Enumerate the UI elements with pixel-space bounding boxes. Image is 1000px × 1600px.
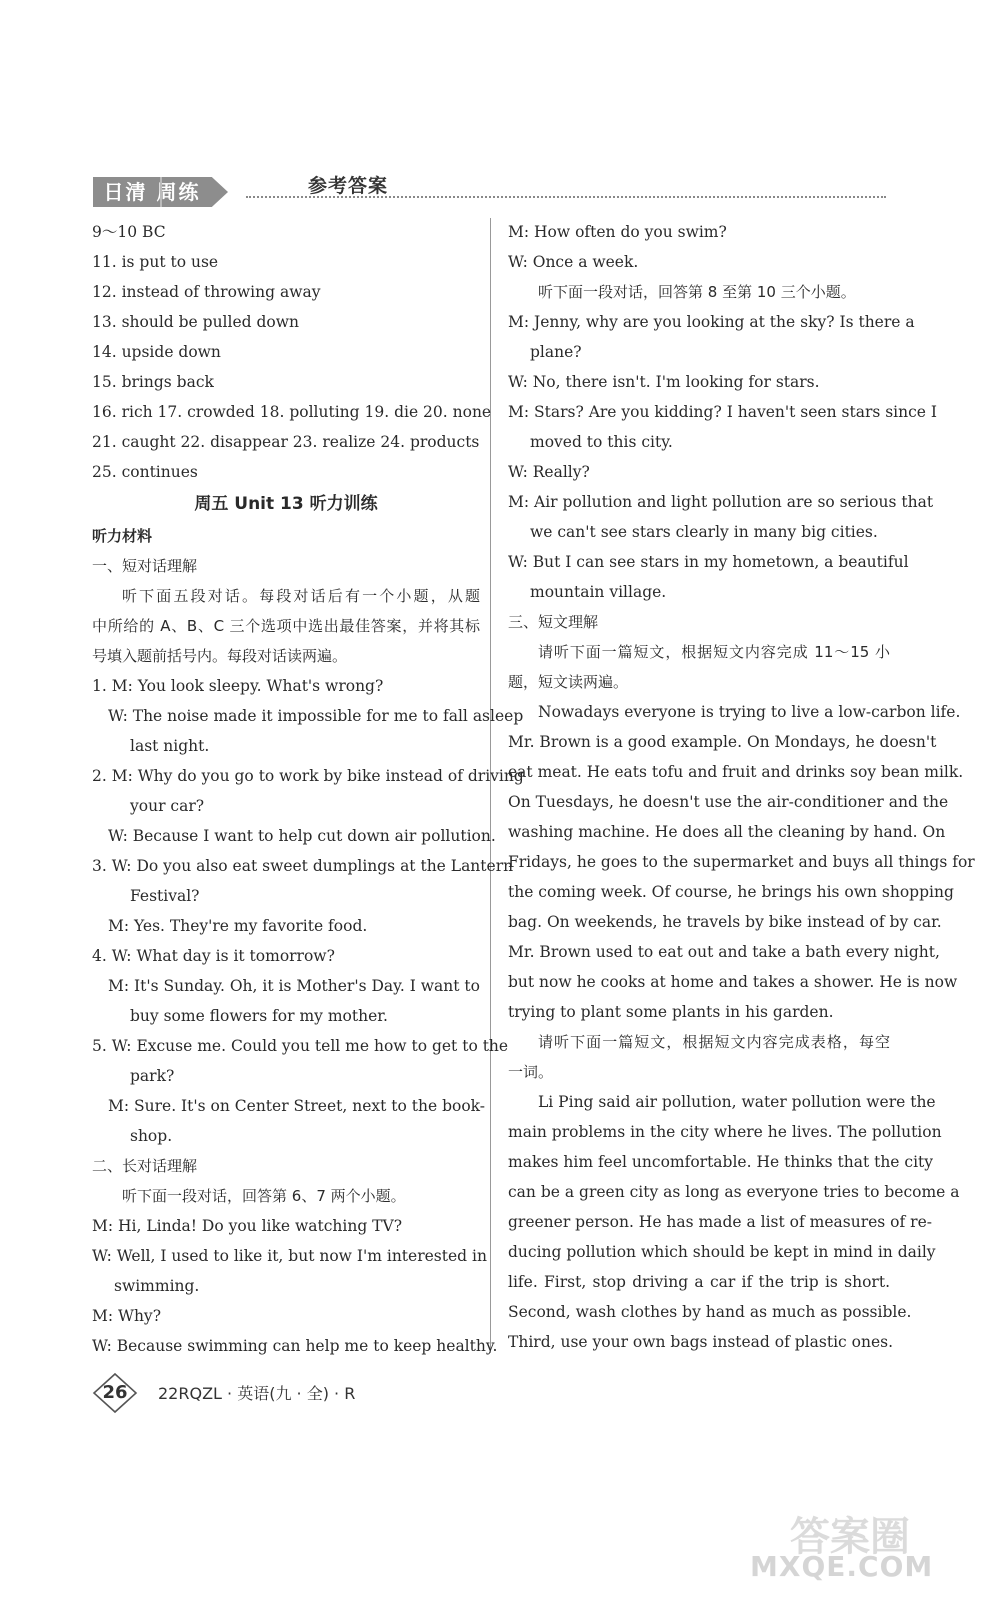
passage-line: Nowadays everyone is trying to live a low-carbon life.	[538, 703, 961, 721]
dialog-line: M: How often do you swim?	[508, 223, 727, 241]
dialog-line: M: It's Sunday. Oh, it is Mother's Day. I want to	[108, 977, 480, 995]
passage-line: Second, wash clothes by hand as much as possible.	[508, 1303, 912, 1321]
instruction-line: 请听下面一篇短文，根据短文内容完成表格，每空	[538, 1033, 890, 1051]
dialog-line: M: Yes. They're my favorite food.	[108, 917, 368, 935]
dialog-line: we can't see stars clearly in many big cities.	[530, 523, 878, 541]
dialog-line: 2. M: Why do you go to work by bike instead of driving	[92, 767, 524, 785]
instruction-line: 号填入题前括号内。每段对话读两遍。	[92, 647, 348, 665]
unit-title: 周五 Unit 13 听力训练	[194, 494, 378, 514]
dialog-line: park?	[130, 1067, 175, 1085]
instruction-line: 中所给的 A、B、C 三个选项中选出最佳答案，并将其标	[92, 617, 480, 635]
passage-line: the coming week. Of course, he brings his own shopping	[508, 883, 954, 901]
dialog-line: 3. W: Do you also eat sweet dumplings at the Lantern	[92, 857, 514, 875]
dialog-line: M: Why?	[92, 1307, 162, 1325]
instruction-line: 一词。	[508, 1063, 554, 1081]
answer-line: 11. is put to use	[92, 253, 219, 271]
dialog-line: plane?	[530, 343, 582, 361]
column-divider	[490, 218, 491, 1353]
header-band	[93, 177, 233, 209]
passage-line: makes him feel uncomfortable. He thinks that the city	[508, 1153, 934, 1171]
dialog-line: W: Well, I used to like it, but now I'm interested in	[92, 1247, 487, 1265]
passage-line: On Tuesdays, he doesn't use the air-conditioner and the	[508, 793, 949, 811]
dialog-line: moved to this city.	[530, 433, 673, 451]
instruction-line: 听下面一段对话，回答第 6、7 两个小题。	[122, 1187, 406, 1205]
dialog-line: W: The noise made it impossible for me to fall asleep	[108, 707, 524, 725]
dialog-line: last night.	[130, 737, 210, 755]
answer-line: 12. instead of throwing away	[92, 283, 321, 301]
passage-line: trying to plant some plants in his garden.	[508, 1003, 834, 1021]
header-chevron	[140, 177, 162, 207]
watermark-logo	[750, 1505, 970, 1595]
dialog-line: shop.	[130, 1127, 173, 1145]
passage-line: Fridays, he goes to the supermarket and buys all things for	[508, 853, 975, 871]
passage-line: Mr. Brown used to eat out and take a bath every night,	[508, 943, 940, 961]
instruction-line: 请听下面一篇短文，根据短文内容完成 11～15 小	[538, 643, 890, 661]
answer-line: 15. brings back	[92, 373, 214, 391]
instruction-line: 听下面五段对话。每段对话后有一个小题，从题	[122, 587, 480, 605]
dialog-line: M: Sure. It's on Center Street, next to the book-	[108, 1097, 486, 1115]
passage-line: washing machine. He does all the cleaning by hand. On	[508, 823, 946, 841]
header-divider	[246, 196, 886, 198]
dialog-line: your car?	[130, 797, 205, 815]
materials-label: 听力材料	[92, 527, 153, 545]
passage-line: Mr. Brown is a good example. On Mondays, he doesn't	[508, 733, 937, 751]
answer-line: 14. upside down	[92, 343, 221, 361]
page-number: 26	[102, 1382, 128, 1403]
dialog-line: W: Because swimming can help me to keep healthy.	[92, 1337, 498, 1355]
dialog-line: M: Hi, Linda! Do you like watching TV?	[92, 1217, 403, 1235]
watermark-url: MXQE.COM	[750, 1550, 934, 1583]
passage-line: Li Ping said air pollution, water pollution were the	[538, 1093, 936, 1111]
dialog-line: W: No, there isn't. I'm looking for stars.	[508, 373, 820, 391]
dialog-line: W: Because I want to help cut down air pollution.	[108, 827, 496, 845]
passage-line: greener person. He has made a list of measures of re-	[508, 1213, 932, 1231]
instruction-line: 题，短文读两遍。	[508, 673, 629, 691]
dialog-line: W: Really?	[508, 463, 590, 481]
passage-line: main problems in the city where he lives. The pollution	[508, 1123, 942, 1141]
passage-line: Third, use your own bags instead of plastic ones.	[508, 1333, 894, 1351]
watermark-cn: 答案圈	[790, 1514, 910, 1560]
dialog-line: 1. M: You look sleepy. What's wrong?	[92, 677, 384, 695]
header-band-label: 日清 周练	[103, 180, 201, 204]
dialog-line: swimming.	[114, 1277, 200, 1295]
section-heading: 一、短对话理解	[92, 557, 198, 575]
left-column	[92, 217, 524, 1361]
dialog-line: Festival?	[130, 887, 200, 905]
dialog-line: 4. W: What day is it tomorrow?	[92, 947, 335, 965]
dialog-line: buy some flowers for my mother.	[130, 1007, 388, 1025]
passage-line: eat meat. He eats tofu and fruit and drinks soy bean milk.	[508, 763, 964, 781]
dialog-line: M: Jenny, why are you looking at the sky? Is there a	[508, 313, 915, 331]
page-title: 参考答案	[308, 175, 389, 197]
passage-line: bag. On weekends, he travels by bike instead of by car.	[508, 913, 942, 931]
passage-line: can be a green city as long as everyone tries to become a	[508, 1183, 960, 1201]
passage-line: but now he cooks at home and takes a shower. He is now	[508, 973, 958, 991]
right-column	[508, 217, 975, 1357]
answer-line: 16. rich 17. crowded 18. polluting 19. die 20. none	[92, 403, 492, 421]
answer-line: 13. should be pulled down	[92, 313, 300, 331]
dialog-line: M: Air pollution and light pollution are so serious that	[508, 493, 934, 511]
section-heading: 三、短文理解	[508, 613, 599, 631]
section-heading: 二、长对话理解	[92, 1157, 198, 1175]
dialog-line: W: But I can see stars in my hometown, a beautiful	[508, 553, 909, 571]
book-code: 22RQZL · 英语(九 · 全) · R	[158, 1384, 356, 1403]
instruction-line: 听下面一段对话，回答第 8 至第 10 三个小题。	[538, 283, 856, 301]
answer-line: 21. caught 22. disappear 23. realize 24. products	[92, 433, 480, 451]
dialog-line: mountain village.	[530, 583, 667, 601]
dialog-line: 5. W: Excuse me. Could you tell me how to get to the	[92, 1037, 509, 1055]
passage-line: ducing pollution which should be kept in mind in daily	[508, 1243, 936, 1261]
dialog-line: W: Once a week.	[508, 253, 639, 271]
passage-line: life. First, stop driving a car if the trip is short.	[508, 1273, 890, 1291]
answer-line: 9～10 BC	[92, 223, 166, 241]
dialog-line: M: Stars? Are you kidding? I haven't seen stars since I	[508, 403, 938, 421]
answer-line: 25. continues	[92, 463, 198, 481]
